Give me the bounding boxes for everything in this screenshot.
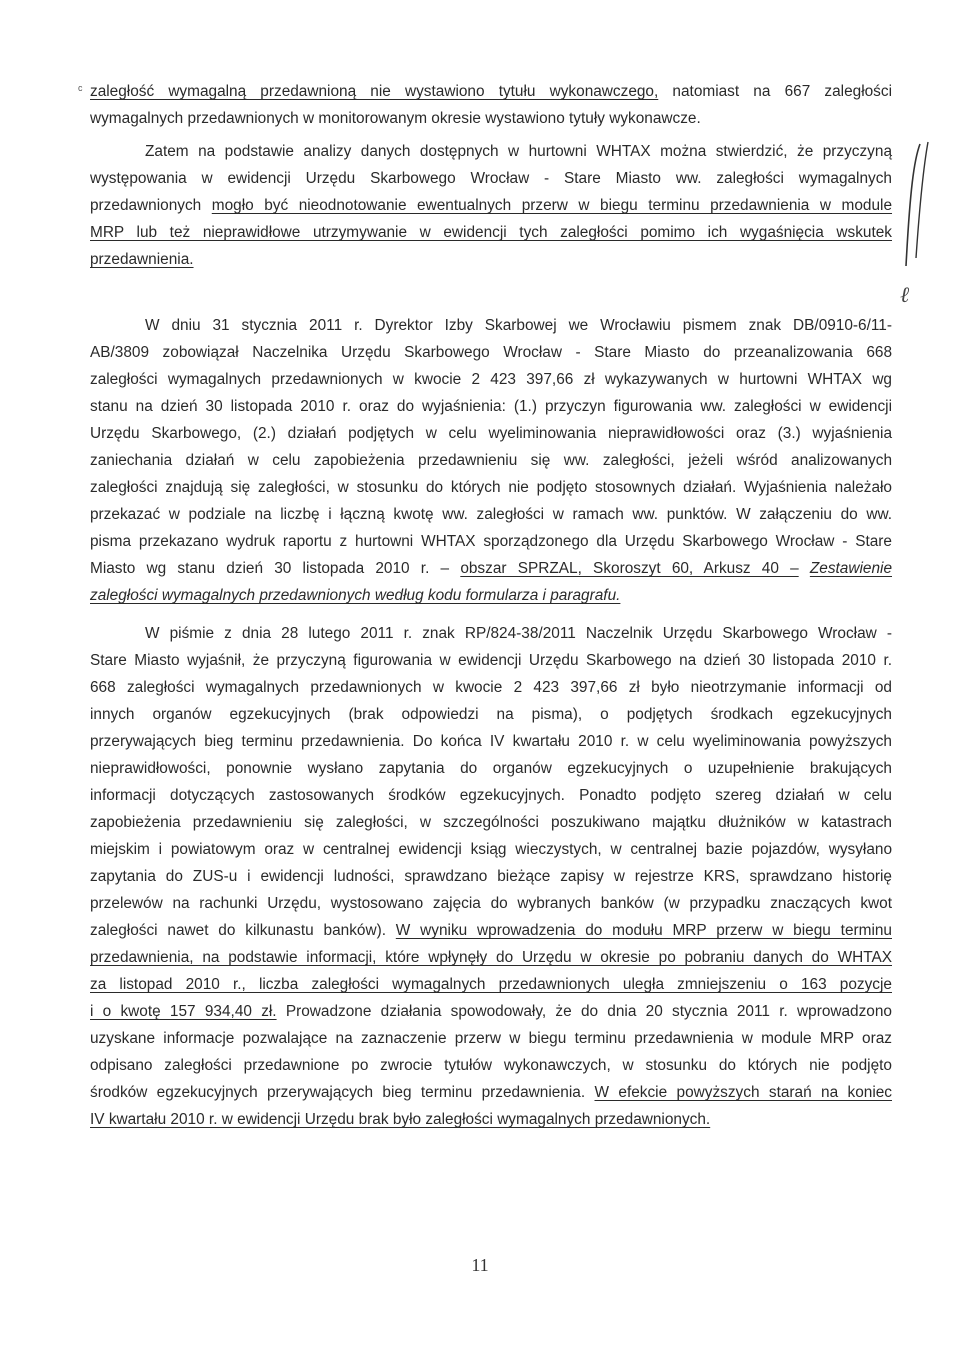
text-line: [90, 447, 892, 474]
text-line: [90, 890, 892, 917]
text-segment: występowania w ewidencji Urzędu Skarbowego Wrocław - Stare Miasto ww. zaległości wymagalnych: [90, 170, 892, 187]
text-segment: Urzędu Skarbowego, (2.) działań podjętych w celu wyeliminowania nieprawidłowości oraz (3.) wyjaśnienia: [90, 425, 892, 442]
text-line: [90, 246, 892, 273]
text-segment: informacji dotyczących zastosowanych środków egzekucyjnych. Ponadto podjęto szereg działań w celu: [90, 787, 892, 804]
text-line: [90, 420, 892, 447]
text-line: [90, 1079, 892, 1106]
text-segment: Zestawienie: [809, 560, 892, 577]
text-line: [90, 393, 892, 420]
text-segment: W efekcie powyższych starań na koniec: [594, 1084, 892, 1101]
text-segment: za listopad 2010 r., liczba zaległości wymagalnych przedawnionych uległa zmniejszeniu o 163 pozycje: [90, 976, 892, 993]
text-segment: zaległości wymagalnych przedawnionych w kwocie 2 423 397,66 zł wykazywanych w hurtowni WHTAX wg: [90, 371, 892, 388]
text-segment: Stare Miasto wyjaśnił, że przyczyną figurowania w ewidencji Urzędu Skarbowego na dzień 30 listopada 2010 r.: [90, 652, 892, 669]
text-segment: i o kwotę 157 934,40 zł.: [90, 1003, 277, 1020]
text-segment: Zatem na podstawie analizy danych dostępnych w hurtowni WHTAX można stwierdzić, że przyczyną: [145, 143, 892, 160]
text-segment: W dniu 31 stycznia 2011 r. Dyrektor Izby Skarbowej we Wrocławiu pismem znak DB/0910-6/11-: [145, 317, 892, 334]
text-segment: Prowadzone działania spowodowały, że do dnia 20 stycznia 2011 r. wprowadzono: [276, 1003, 892, 1020]
text-line: [90, 620, 892, 647]
paragraph: [90, 138, 892, 273]
text-line: [90, 366, 892, 393]
text-segment: stanu na dzień 30 listopada 2010 r. oraz do wyjaśnienia: (1.) przyczyn figurowania ww. zaległości w ewidencji: [90, 398, 892, 415]
text-line: [90, 582, 892, 609]
text-line: [90, 917, 892, 944]
text-segment: zapytania do ZUS-u i ewidencji ludności, sprawdzano bieżące zapisy w rejestrze KRS, sprawdzano historię: [90, 868, 892, 885]
text-segment: [799, 560, 810, 577]
text-line: [90, 192, 892, 219]
text-segment: AB/3809 zobowiązał Naczelnika Urzędu Skarbowego Wrocław - Stare Miasto do przeanalizowania 668: [90, 344, 892, 361]
text-segment: zaległości znajdują się zaległości, w stosunku do których nie podjęto stosownych działań. Wyjaśnienia należało: [90, 479, 892, 496]
text-segment: innych organów egzekucyjnych (brak odpowiedzi na pisma), o podjętych środkach egzekucyjnych: [90, 706, 892, 723]
text-segment: przedawnienia, na podstawie informacji, które wpłynęły do Urzędu w okresie po pobraniu danych do WHTAX: [90, 949, 892, 966]
text-segment: wymagalnych przedawnionych w monitorowanym okresie wystawiono tytuły wykonawcze.: [90, 110, 701, 127]
text-line: [90, 219, 892, 246]
text-segment: pisma przekazano wydruk raportu z hurtowni WHTAX sporządzonego dla Urzędu Skarbowego Wrocław - Stare: [90, 533, 892, 550]
paragraph: [90, 78, 892, 132]
text-segment: odpisano zaległości przedawnione po zwrocie tytułów wykonawczych, w stosunku do których nie podjęto: [90, 1057, 892, 1074]
text-segment: przekazać w podziale na liczbę i łączną kwotę ww. zaległości w ramach ww. punktów. W załączeniu do ww.: [90, 506, 892, 523]
text-segment: zaległości wymagalnych przedawnionych według kodu formularza i paragrafu.: [90, 587, 621, 604]
text-line: [90, 339, 892, 366]
margin-tick-mark: ᶜ: [78, 82, 83, 97]
text-line: [90, 809, 892, 836]
text-segment: MRP lub też nieprawidłowe utrzymywanie w ewidencji tych zaległości pomimo ich wygaśnięcia wskutek: [90, 224, 892, 241]
text-segment: natomiast na 667 zaległości: [658, 83, 892, 100]
text-line: [90, 105, 892, 132]
text-segment: przerywających bieg terminu przedawnienia. Do końca IV kwartału 2010 r. w celu wyeliminowania powyższych: [90, 733, 892, 750]
text-line: [90, 647, 892, 674]
text-line: [90, 528, 892, 555]
text-segment: 668 zaległości wymagalnych przedawnionych w kwocie 2 423 397,66 zł było nieotrzymanie informacji od: [90, 679, 892, 696]
text-segment: W wyniku wprowadzenia do modułu MRP przerw w biegu terminu: [395, 922, 892, 939]
text-segment: Miasto wg stanu dzień 30 listopada 2010 r. –: [90, 560, 461, 577]
text-segment: mogło być nieodnotowanie ewentualnych przerw w biegu terminu przedawnienia w module: [211, 197, 893, 214]
text-segment: przedawnionych: [90, 197, 212, 214]
text-segment: obszar SPRZAL, Skoroszyt 60, Arkusz 40 –: [460, 560, 799, 577]
text-line: [90, 701, 892, 728]
text-line: [90, 1025, 892, 1052]
text-segment: zaległość wymagalną przedawnioną nie wystawiono tytułu wykonawczego,: [90, 83, 659, 100]
text-line: [90, 728, 892, 755]
text-segment: przelewów na rachunki Urzędu, wystosowano zajęcia do wybranych banków (w przypadku znaczących kwot: [90, 895, 892, 912]
text-line: [90, 555, 892, 582]
text-line: [90, 971, 892, 998]
text-segment: nieprawidłowości, ponownie wysłano zapytania do organów egzekucyjnych o uzupełnienie brakujących: [90, 760, 892, 777]
text-line: [90, 836, 892, 863]
text-line: [90, 755, 892, 782]
text-line: [90, 863, 892, 890]
text-line: [90, 78, 892, 105]
text-line: [90, 782, 892, 809]
text-segment: zapobieżenia przedawnieniu się zaległości, w szczególności poszukiwano majątku dłużników w katastrach: [90, 814, 892, 831]
text-line: [90, 138, 892, 165]
text-segment: zaniechania działań w celu zapobieżenia przedawnieniu się ww. zaległości, jeżeli wśród analizowanych: [90, 452, 892, 469]
text-segment: W piśmie z dnia 28 lutego 2011 r. znak RP/824-38/2011 Naczelnik Urzędu Skarbowego Wrocław -: [145, 625, 892, 642]
text-segment: przedawnienia.: [90, 251, 194, 268]
text-segment: miejskim i powiatowym oraz w centralnej ewidencji ksiąg wieczystych, w centralnej bazie pojazdów, wysyłano: [90, 841, 892, 858]
text-line: [90, 501, 892, 528]
text-line: [90, 312, 892, 339]
text-line: [90, 474, 892, 501]
text-line: [90, 998, 892, 1025]
text-line: [90, 944, 892, 971]
text-segment: IV kwartału 2010 r. w ewidencji Urzędu brak było zaległości wymagalnych przedawnionych.: [90, 1111, 711, 1128]
paragraph: [90, 312, 892, 609]
paragraph: [90, 620, 892, 1133]
text-line: [90, 1052, 892, 1079]
margin-bracket-mark: [892, 140, 932, 270]
text-line: [90, 165, 892, 192]
text-segment: zaległości nawet do kilkunastu banków).: [90, 922, 396, 939]
text-segment: uzyskane informacje pozwalające na zaznaczenie przerw w biegu terminu przedawnienia w module MRP oraz: [90, 1030, 892, 1047]
text-line: [90, 674, 892, 701]
text-segment: środków egzekucyjnych przerywających bieg terminu przedawnienia.: [90, 1084, 595, 1101]
text-line: [90, 1106, 892, 1133]
margin-handwritten-note: ℓ: [900, 282, 910, 307]
page-number: 11: [471, 1255, 489, 1275]
